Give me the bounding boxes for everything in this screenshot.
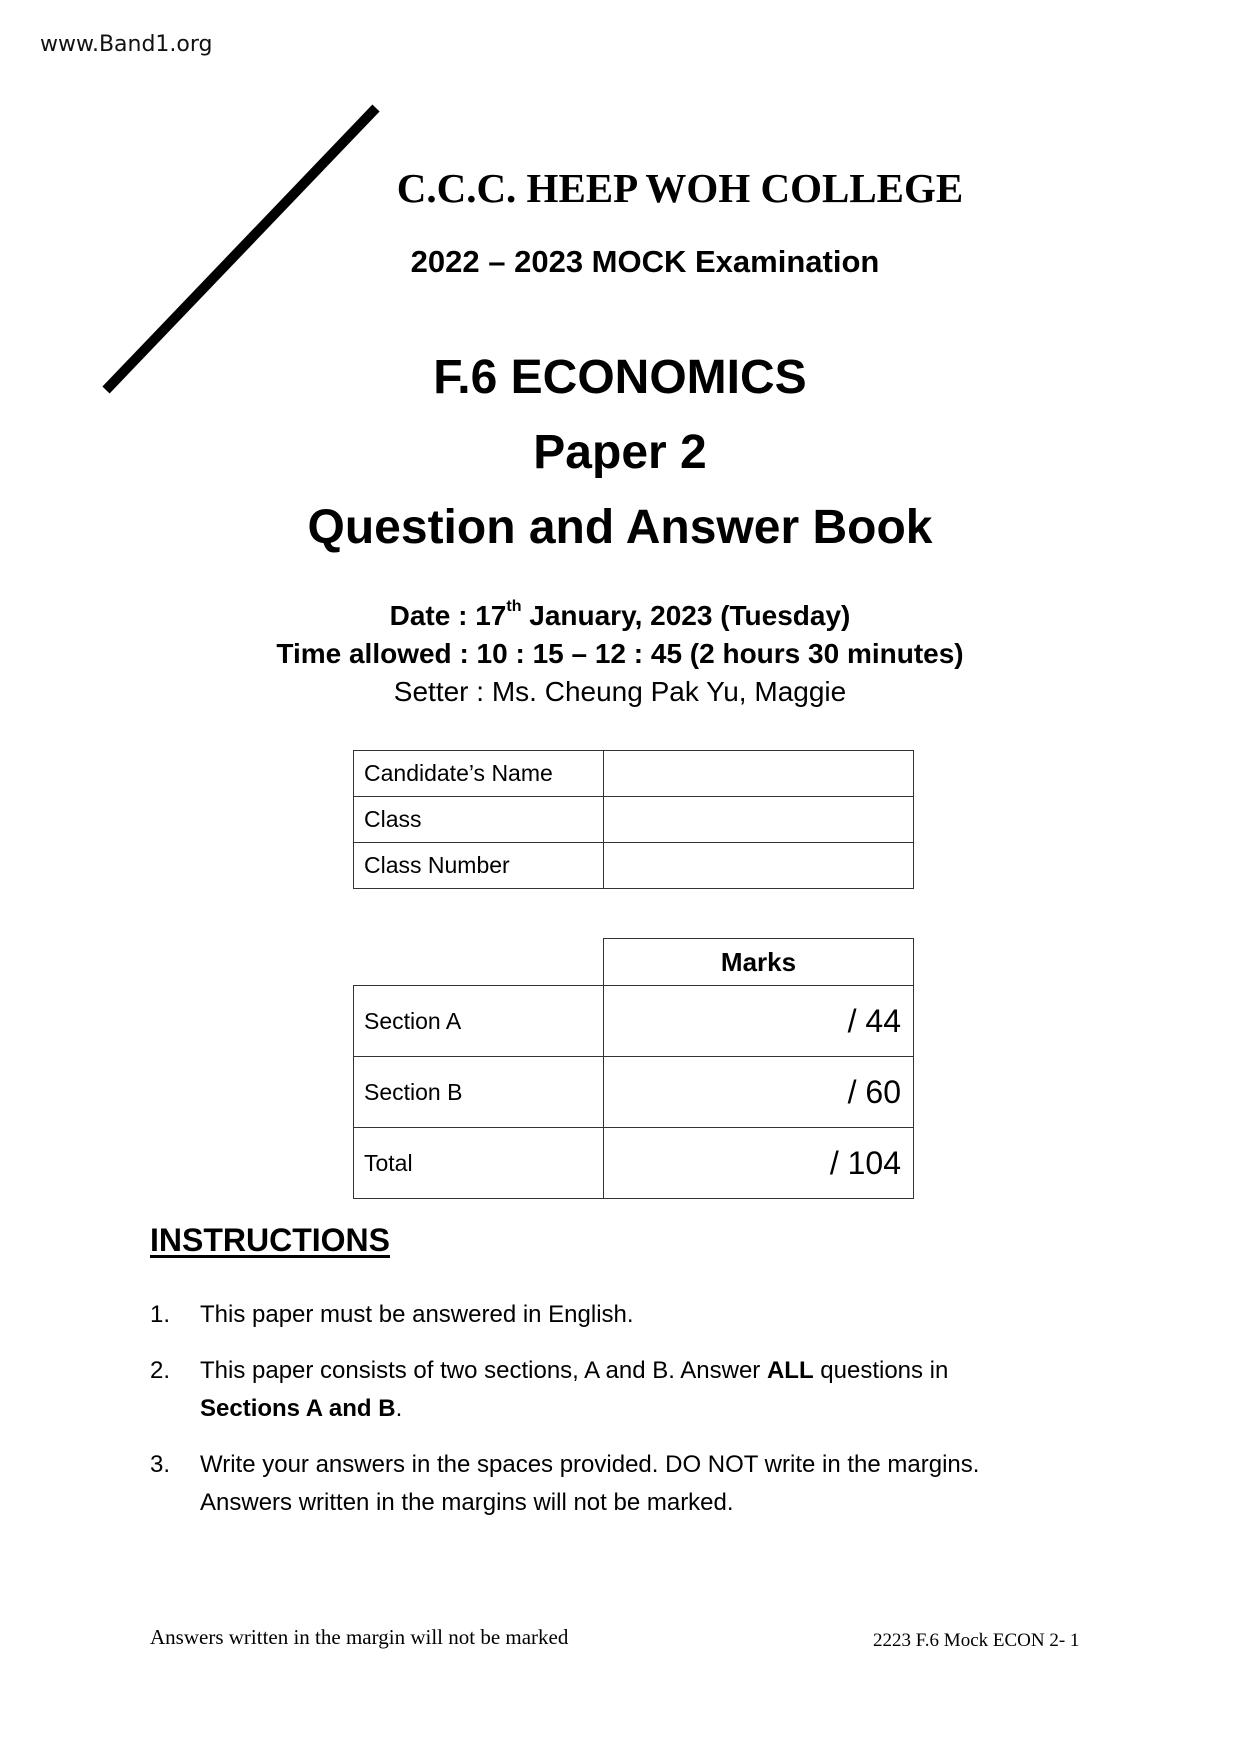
section-a-marks: / 44: [604, 986, 914, 1057]
section-a-label: Section A: [354, 986, 604, 1057]
table-header-row: [354, 939, 914, 986]
subject-title: F.6 ECONOMICS: [433, 351, 807, 404]
exam-title: 2022 – 2023 MOCK Examination: [410, 244, 880, 279]
page-code: 2223 F.6 Mock ECON 2- 1: [873, 1630, 1080, 1651]
paper-title: Paper 2: [533, 426, 707, 479]
section-b-marks: / 60: [604, 1057, 914, 1128]
time-allowed: Time allowed : 10 : 15 – 12 : 45 (2 hours 30 minutes): [276, 638, 964, 669]
total-marks: / 104: [604, 1128, 914, 1199]
item-text: Write your answers in the spaces provided. DO NOT write in the margins. Answers written in the margins will not be marked.: [200, 1451, 980, 1516]
item-number: 2.: [150, 1357, 171, 1384]
marks-table: [353, 938, 914, 1199]
watermark-url: www.Band1.org: [40, 32, 213, 57]
list-item: [150, 1296, 1050, 1334]
table-row: [354, 1128, 914, 1199]
list-item: [150, 1446, 1050, 1522]
instructions-list: [150, 1296, 1050, 1540]
item-text: This paper consists of two sections, A and B. Answer ALL questions in Sections A and B.: [200, 1357, 949, 1422]
school-name: C.C.C. HEEP WOH COLLEGE: [396, 165, 964, 211]
book-title: Question and Answer Book: [307, 501, 933, 554]
list-item: [150, 1352, 1050, 1428]
table-row: [354, 751, 914, 797]
exam-date: Date : 17th January, 2023 (Tuesday): [389, 598, 851, 631]
candidate-info-table: [353, 750, 914, 889]
instructions-title: INSTRUCTIONS: [150, 1222, 390, 1258]
marks-header: Marks: [604, 939, 914, 986]
item-text: This paper must be answered in English.: [200, 1301, 634, 1328]
total-label: Total: [354, 1128, 604, 1199]
item-number: 3.: [150, 1451, 171, 1478]
footer-note: Answers written in the margin will not be marked: [150, 1625, 569, 1649]
blank-cell: [354, 939, 604, 986]
class-field[interactable]: [604, 797, 914, 843]
candidate-name-field[interactable]: [604, 751, 914, 797]
class-number-label: Class Number: [354, 843, 604, 889]
table-row: [354, 843, 914, 889]
table-row: [354, 1057, 914, 1128]
table-row: [354, 797, 914, 843]
section-b-label: Section B: [354, 1057, 604, 1128]
class-number-field[interactable]: [604, 843, 914, 889]
candidate-name-label: Candidate’s Name: [354, 751, 604, 797]
table-row: [354, 986, 914, 1057]
setter: Setter : Ms. Cheung Pak Yu, Maggie: [393, 676, 847, 707]
item-number: 1.: [150, 1301, 171, 1328]
class-label: Class: [354, 797, 604, 843]
